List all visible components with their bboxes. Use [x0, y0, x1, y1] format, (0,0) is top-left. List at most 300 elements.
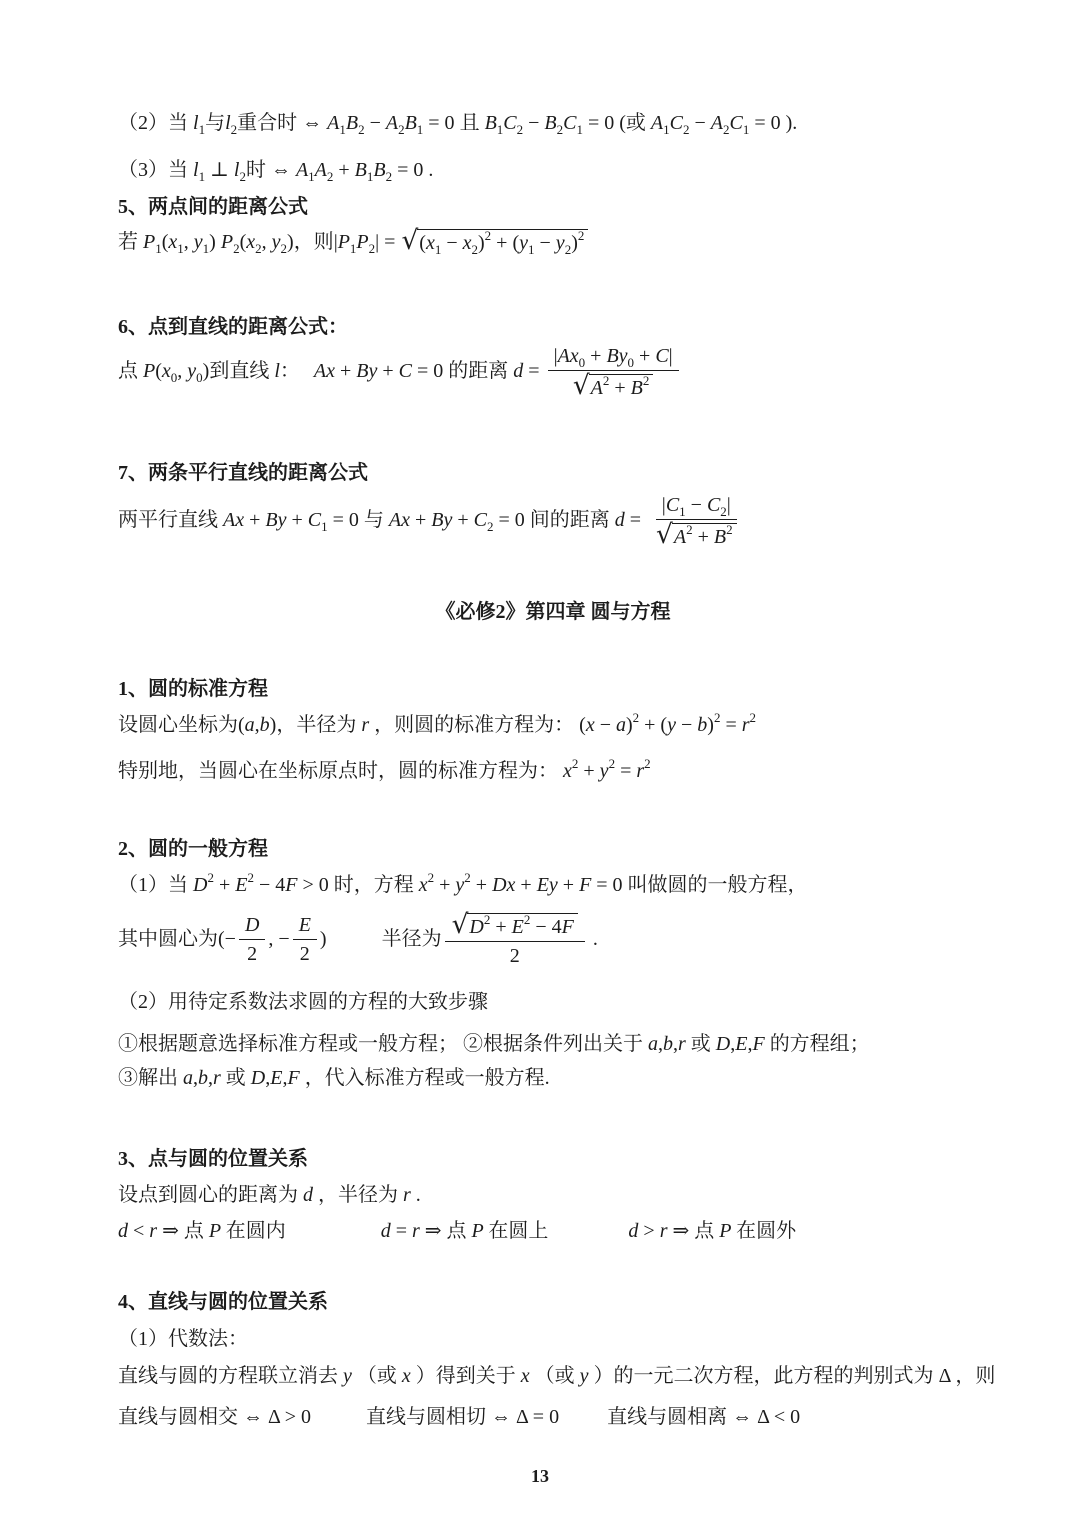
- text-run: 《必修2》第四章 圆与方程: [435, 600, 671, 623]
- math-variable: B: [544, 112, 557, 134]
- text-run: 2、圆的一般方程: [118, 837, 268, 860]
- fraction-denominator: [294, 940, 316, 966]
- math-superscript: 2: [644, 755, 651, 771]
- math-variable: l: [233, 159, 240, 181]
- math-operator: ,: [261, 231, 272, 253]
- math-variable: b: [198, 1067, 208, 1090]
- math-variable: By: [356, 359, 378, 382]
- text-run: 的方程组；: [764, 1033, 870, 1056]
- math-variable: C: [729, 112, 743, 134]
- para-step-3: [118, 1061, 988, 1095]
- math-variable: A: [645, 112, 664, 134]
- math-operator: ⇔: [297, 112, 328, 134]
- text-run: ①根据题意选择标准方程或一般方程； ②根据条件列出关于: [118, 1033, 648, 1056]
- math-operator: ): [625, 713, 633, 736]
- math-variable: P: [203, 1220, 226, 1243]
- math-superscript: 2: [632, 709, 640, 725]
- math-variable: P: [337, 231, 350, 253]
- text-run: （或: [534, 1365, 575, 1388]
- math-variable: D: [193, 873, 208, 896]
- text-run: ）得到关于: [415, 1365, 516, 1388]
- radical-sign-icon: √: [451, 908, 469, 940]
- radical-sign-icon: √: [572, 370, 590, 402]
- math-operator: |: [375, 231, 380, 253]
- math-operator: + (: [491, 232, 520, 254]
- math-operator: ⇔ Δ > 0: [238, 1406, 312, 1429]
- math-operator: 2: [247, 943, 258, 966]
- math-variable: r: [411, 1220, 420, 1243]
- math-operator: −: [685, 493, 707, 516]
- math-variable: b: [697, 713, 708, 736]
- math-operator: +: [515, 873, 537, 896]
- math-variable: l: [269, 359, 280, 382]
- math-variable: x: [563, 759, 572, 782]
- para-undetermined-coefficients: [118, 985, 988, 1019]
- math-variable: y: [667, 713, 676, 736]
- math-subscript: 2: [682, 122, 690, 137]
- math-subscript: 2: [722, 122, 730, 137]
- fraction-numerator: [656, 493, 737, 520]
- math-operator: = 0: [749, 112, 781, 134]
- para-circle-standard-equation: [118, 708, 988, 742]
- math-subscript: 0: [196, 369, 203, 385]
- math-variable: r: [741, 713, 750, 736]
- math-operator: =: [390, 1220, 412, 1243]
- math-variable: E: [298, 914, 311, 937]
- fraction-numerator: [548, 344, 679, 371]
- math-variable: Dx: [492, 873, 516, 896]
- math-subscript: 2: [239, 169, 246, 184]
- math-variable: x: [413, 873, 428, 896]
- text-run: 直线与圆相切: [366, 1406, 487, 1429]
- math-operator: =: [720, 713, 742, 736]
- heading-parallel-lines-distance: [118, 456, 988, 490]
- text-run: ，代入标准方程或一般方程.: [299, 1067, 550, 1090]
- math-operator: 2: [299, 943, 310, 966]
- math-variable: C: [665, 493, 680, 516]
- math-operator: ): [478, 232, 485, 254]
- math-operator: (: [238, 713, 245, 736]
- heading-circle-general-equation: [118, 832, 988, 866]
- math-superscript: 2: [642, 373, 650, 389]
- text-run: ）的一元二次方程，此方程的判别式为: [593, 1365, 934, 1388]
- math-operator: +: [213, 873, 236, 896]
- text-run: 在圆上: [488, 1220, 549, 1243]
- fraction: [239, 913, 265, 967]
- math-operator: +: [490, 915, 512, 938]
- para-discriminant-setup: [118, 1359, 996, 1393]
- math-subscript: 0: [627, 355, 635, 370]
- math-operator: −: [689, 112, 711, 134]
- math-variable: P: [143, 231, 156, 253]
- math-superscript: 2: [571, 755, 579, 771]
- math-superscript: 2: [713, 709, 721, 725]
- text-run: 1、圆的标准方程: [118, 677, 268, 700]
- math-subscript: 1: [496, 122, 504, 137]
- math-variable: C: [473, 508, 487, 531]
- math-operator: (: [155, 359, 162, 382]
- text-run: 直线与圆相离: [607, 1406, 728, 1429]
- line-relation-coincident: [118, 106, 988, 140]
- math-variable: d: [118, 1220, 128, 1243]
- text-run: 3、点与圆的位置关系: [118, 1148, 308, 1171]
- math-operator: = 0 (: [582, 112, 626, 134]
- math-variable: Ax: [383, 508, 410, 531]
- math-variable: d: [609, 508, 625, 531]
- formula-point-line-distance: [118, 344, 988, 401]
- math-operator: ,: [193, 1067, 198, 1090]
- text-run: 5、两点间的距离公式: [118, 196, 308, 218]
- math-subscript: 2: [556, 122, 564, 137]
- math-operator: ⇔ Δ = 0: [486, 1406, 560, 1429]
- math-variable: Ax: [223, 508, 245, 531]
- math-variable: C: [563, 112, 577, 134]
- math-subscript: 1: [434, 242, 442, 257]
- text-run: 到直线: [209, 359, 270, 382]
- math-variable: b: [663, 1033, 673, 1056]
- math-superscript: 2: [602, 373, 610, 389]
- math-operator: ⇔: [265, 159, 296, 181]
- chapter-title: [118, 595, 988, 629]
- math-subscript: 1: [576, 122, 583, 137]
- math-operator: |: [553, 345, 558, 367]
- math-variable: F: [287, 1067, 300, 1090]
- math-operator: +: [585, 345, 607, 367]
- math-variable: B: [713, 526, 727, 549]
- text-run: 直线与圆的方程联立消去: [118, 1365, 338, 1388]
- text-run: 直线与圆相交: [118, 1406, 238, 1429]
- math-operator: ): [571, 232, 578, 254]
- math-superscript: 2: [484, 228, 492, 243]
- math-operator: =: [624, 508, 647, 531]
- math-operator: = 0: [493, 508, 530, 531]
- math-variable: r: [149, 1220, 158, 1243]
- math-variable: y: [599, 759, 609, 782]
- math-subscript: 1: [349, 241, 357, 256]
- text-run: （1）当: [118, 873, 193, 896]
- text-run: （或: [356, 1365, 397, 1388]
- math-variable: A: [710, 112, 723, 134]
- math-operator: +: [434, 873, 456, 896]
- math-operator: > 0: [297, 873, 334, 896]
- math-variable: E: [235, 873, 248, 896]
- text-run: 或: [220, 1067, 246, 1090]
- math-operator: ).: [780, 112, 798, 134]
- fraction: [445, 908, 585, 969]
- radical: [572, 370, 654, 402]
- text-run: ，则: [293, 231, 334, 253]
- text-run: 时: [245, 159, 266, 181]
- text-run: 点: [118, 359, 143, 382]
- math-operator: ): [707, 713, 714, 736]
- math-variable: a: [183, 1067, 193, 1090]
- math-operator: ⇔ Δ < 0: [727, 1406, 801, 1429]
- math-subscript: 2: [368, 241, 376, 256]
- fraction-denominator: [649, 520, 744, 549]
- math-variable: d: [298, 1184, 318, 1207]
- fraction-numerator: [239, 913, 265, 940]
- math-operator: ,: [658, 1033, 663, 1056]
- math-superscript: 2: [608, 755, 616, 771]
- fraction: [649, 493, 744, 550]
- math-operator: +: [557, 873, 580, 896]
- math-operator: =: [523, 359, 545, 382]
- math-subscript: 1: [663, 122, 670, 137]
- math-operator: (: [579, 713, 586, 736]
- text-run: 4、直线与圆的位置关系: [118, 1291, 328, 1314]
- math-operator: |: [668, 345, 673, 367]
- math-variable: A: [385, 112, 399, 134]
- math-variable: D: [469, 915, 484, 938]
- math-operator: ,: [183, 231, 194, 253]
- math-variable: A: [590, 377, 603, 400]
- row-line-circle-cases: [118, 1400, 988, 1434]
- text-run: 若: [118, 231, 143, 253]
- math-variable: r: [636, 759, 645, 782]
- math-operator: ,: [747, 1033, 753, 1056]
- math-variable: Ey: [536, 873, 558, 896]
- radical-content: [672, 523, 737, 548]
- row-point-circle-cases: [118, 1214, 988, 1248]
- math-variable: x: [462, 232, 472, 254]
- math-operator: = 0: [423, 112, 460, 134]
- math-operator: − 4: [530, 915, 562, 938]
- math-subscript: 2: [326, 169, 334, 184]
- math-variable: By: [431, 508, 453, 531]
- math-operator: −: [594, 713, 616, 736]
- math-variable: C: [669, 112, 683, 134]
- math-variable: By: [265, 508, 287, 531]
- math-superscript: 2: [247, 869, 254, 885]
- math-operator: <: [128, 1220, 150, 1243]
- math-variable: E: [735, 1033, 748, 1056]
- math-operator: ⇒: [157, 1220, 184, 1243]
- math-subscript: 2: [385, 169, 393, 184]
- text-run: 在圆外: [736, 1220, 797, 1243]
- math-operator: ⇒: [419, 1220, 447, 1243]
- radical: [401, 225, 588, 257]
- heading-point-circle-relation: [118, 1142, 988, 1176]
- math-variable: l: [193, 159, 199, 181]
- fraction: [548, 344, 679, 401]
- math-variable: B: [373, 159, 386, 181]
- math-variable: F: [579, 873, 592, 896]
- math-variable: r: [678, 1033, 686, 1056]
- math-variable: A: [295, 159, 309, 181]
- text-run: 点: [183, 1220, 204, 1243]
- math-variable: l: [193, 112, 199, 134]
- text-run: ，则圆的标准方程为：: [374, 713, 580, 736]
- fraction-denominator: [566, 371, 661, 400]
- math-operator: +: [452, 508, 474, 531]
- math-variable: x: [425, 232, 435, 254]
- math-variable: y: [187, 359, 197, 382]
- page-number: 13: [531, 1466, 549, 1486]
- math-variable: y: [555, 232, 565, 254]
- math-operator: +: [609, 377, 631, 400]
- para-algebraic-method: [118, 1322, 988, 1356]
- text-run: 设点到圆心的距离为: [118, 1184, 298, 1207]
- math-operator: >: [638, 1220, 660, 1243]
- math-variable: r: [659, 1220, 668, 1243]
- math-variable: B: [354, 159, 367, 181]
- line-relation-perpendicular: [118, 153, 988, 187]
- text-run: 在圆内: [225, 1220, 286, 1243]
- radical-content: [417, 228, 588, 257]
- para-distance-setup: [118, 1178, 988, 1212]
- heading-circle-standard-equation: [118, 672, 988, 706]
- math-operator: +: [692, 526, 714, 549]
- math-variable: y: [574, 1365, 594, 1388]
- math-variable: x: [246, 231, 256, 253]
- math-subscript: 1: [198, 122, 206, 137]
- math-variable: x: [396, 1365, 416, 1388]
- math-operator: (−: [218, 927, 236, 950]
- math-subscript: 1: [308, 169, 315, 184]
- math-operator: +: [409, 508, 432, 531]
- math-variable: d: [628, 1220, 639, 1243]
- math-subscript: 2: [564, 242, 572, 257]
- fraction-numerator: [445, 908, 585, 942]
- text-run: （2）用待定系数法求圆的方程的大致步骤: [118, 991, 488, 1014]
- text-run: 与: [205, 112, 226, 134]
- math-superscript: 2: [207, 869, 214, 885]
- heading-line-circle-relation: [118, 1285, 988, 1319]
- text-run: 点: [694, 1220, 715, 1243]
- heading-point-line-distance: [118, 310, 988, 344]
- math-subscript: 1: [366, 169, 374, 184]
- fraction-denominator: [504, 942, 526, 968]
- math-variable: d: [508, 359, 524, 382]
- math-operator: .: [415, 1184, 421, 1207]
- text-run: 特别地，当圆心在坐标原点时，圆的标准方程为：: [118, 759, 563, 782]
- para-steps-1-2: [118, 1027, 988, 1061]
- fraction-denominator: [241, 940, 263, 966]
- text-run: 与: [363, 508, 384, 531]
- math-operator: −: [676, 713, 698, 736]
- formula-parallel-lines-distance: [118, 493, 988, 550]
- math-variable: P: [356, 231, 369, 253]
- radical-sign-icon: √: [656, 519, 673, 551]
- math-operator: +: [634, 345, 656, 367]
- math-variable: D: [710, 1033, 731, 1056]
- math-variable: y: [338, 1365, 357, 1388]
- math-operator: −: [441, 232, 463, 254]
- math-subscript: 0: [170, 369, 178, 385]
- math-operator: ): [287, 231, 294, 253]
- math-variable: P: [143, 359, 156, 382]
- text-run: 且: [459, 112, 480, 134]
- math-variable: r: [398, 1184, 416, 1207]
- math-operator: ): [209, 231, 221, 253]
- math-operator: = 0: [412, 359, 449, 382]
- math-variable: E: [270, 1067, 283, 1090]
- math-operator: +: [333, 159, 355, 181]
- para-general-equation-condition: [118, 868, 988, 902]
- math-operator: ⊥: [205, 159, 234, 181]
- text-run: 其中圆心为: [118, 927, 218, 950]
- text-run: 或: [685, 1033, 711, 1056]
- radical: [656, 519, 737, 551]
- math-subscript: 2: [516, 122, 524, 137]
- text-run: 点: [446, 1220, 467, 1243]
- math-variable: a: [615, 713, 626, 736]
- fraction: [293, 913, 317, 967]
- text-run: （1）代数法：: [118, 1328, 248, 1351]
- math-variable: x: [585, 713, 595, 736]
- math-variable: x: [515, 1365, 535, 1388]
- math-operator: |: [726, 493, 731, 516]
- text-run: 设圆心坐标为: [118, 713, 238, 736]
- math-variable: l: [225, 112, 231, 134]
- math-superscript: 2: [577, 228, 585, 243]
- math-variable: A: [673, 526, 687, 549]
- formula-distance-two-points: [118, 225, 988, 259]
- math-variable: x: [161, 359, 171, 382]
- math-variable: a: [244, 713, 255, 736]
- math-variable: y: [519, 232, 529, 254]
- math-operator: (: [239, 231, 247, 253]
- math-variable: B: [404, 112, 417, 134]
- math-operator: ,: [282, 1067, 288, 1090]
- math-superscript: 2: [483, 911, 491, 927]
- math-variable: r: [356, 713, 375, 736]
- math-operator: + (: [639, 713, 668, 736]
- math-variable: Ax: [313, 359, 335, 382]
- math-operator: − 4: [253, 873, 286, 896]
- text-run: 6、点到直线的距离公式：: [118, 316, 348, 338]
- math-operator: |: [333, 231, 338, 253]
- math-variable: B: [630, 377, 643, 400]
- math-operator: ,: [265, 1067, 271, 1090]
- math-variable: a: [648, 1033, 658, 1056]
- math-operator: ,: [254, 713, 260, 736]
- text-run: （2）当: [118, 112, 193, 134]
- math-operator: =: [379, 231, 401, 253]
- math-operator: −: [364, 112, 386, 134]
- math-operator: ,: [673, 1033, 678, 1056]
- text-run: ，半径为: [318, 1184, 398, 1207]
- math-subscript: 2: [255, 241, 262, 256]
- math-variable: P: [466, 1220, 489, 1243]
- text-run: 叫做圆的一般方程，: [627, 873, 808, 896]
- para-circle-origin-equation: [118, 754, 988, 788]
- math-variable: A: [314, 159, 327, 181]
- math-variable: A: [327, 112, 340, 134]
- math-variable: B: [345, 112, 359, 134]
- page-content: [118, 100, 996, 1434]
- math-operator: ): [319, 927, 327, 950]
- math-operator: |: [661, 493, 666, 516]
- math-operator: +: [377, 359, 399, 382]
- math-superscript: 2: [523, 911, 531, 927]
- math-subscript: 1: [742, 122, 750, 137]
- math-variable: x: [168, 231, 178, 253]
- math-subscript: 1: [339, 122, 346, 137]
- math-subscript: 2: [358, 122, 365, 137]
- text-run: ③解出: [118, 1067, 183, 1090]
- math-operator: Δ: [933, 1365, 956, 1388]
- math-variable: y: [193, 231, 203, 253]
- math-subscript: 1: [177, 241, 184, 256]
- text-run: ，则: [955, 1365, 996, 1388]
- math-operator: (: [419, 232, 426, 254]
- math-variable: C: [706, 493, 721, 516]
- math-operator: =: [615, 759, 637, 782]
- math-operator: ,: [730, 1033, 736, 1056]
- math-variable: P: [220, 231, 234, 253]
- math-variable: b: [259, 713, 270, 736]
